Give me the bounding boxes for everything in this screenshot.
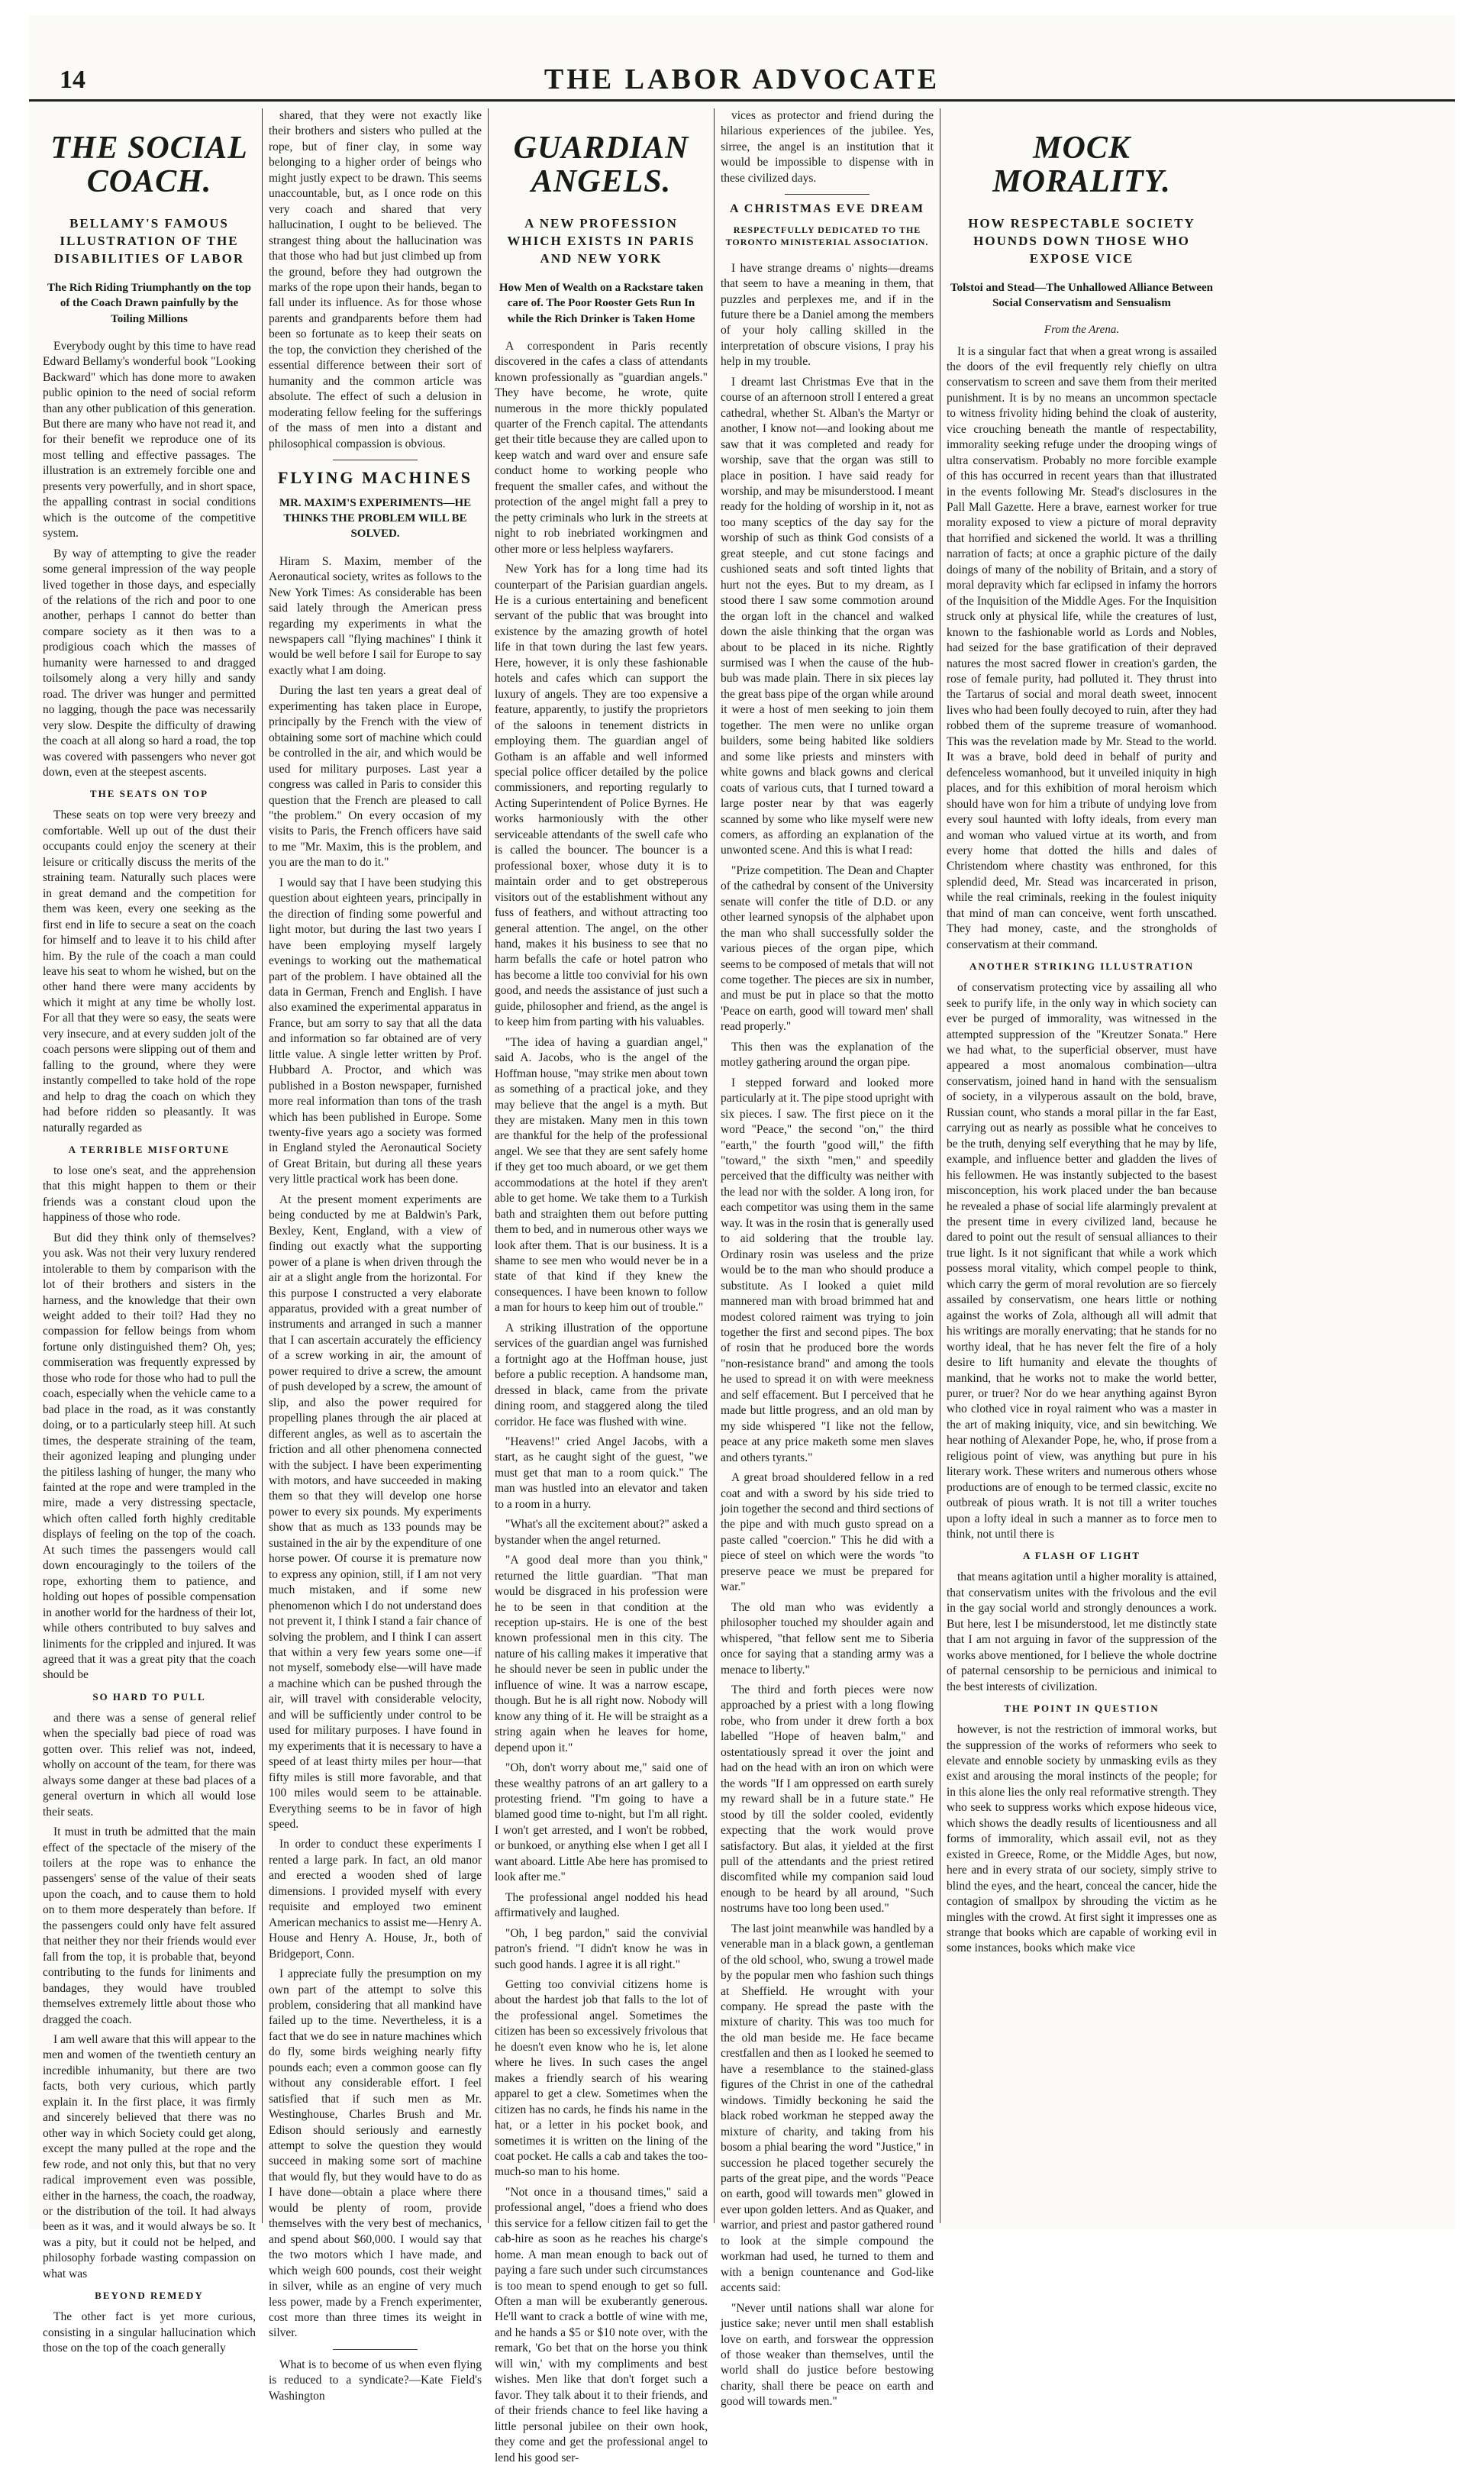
paragraph: "A good deal more than you think," returned the little guardian. "That man would be disgraced in his profession were he to be seen in that condition at the reception up-stairs. He is one of the best known professional men in this city. The nature of his calling makes it imperative that he should never be seen in public under the influence of wine. It was a narrow escape, though. But he is all right now. Nobody will know any thing of it. He will be straight as a string again when he leaves for home, depend upon it." <box>495 1554 708 1754</box>
paragraph: Getting too convivial citizens home is about the hardest job that falls to the lot of the professional angel. Sometimes the citizen has been so excessively frivolous that he doesn't even know who he is, let alone where he lives. In such cases the angel makes a friendly search of his wearing apparel to get a clew. Sometimes when the citizen has no cards, he finds his name in the hat, or a letter in his pocket book, and sometimes it is written on the lining of the coat pocket. He calls a cab and takes the too-much-so man to his home. <box>495 1977 708 2179</box>
paragraph: "Heavens!" cried Angel Jacobs, with a start, as he caught sight of the guest, "we must get that man to a room quick." The man was hustled into an elevator and taken to a room in a hurry. <box>495 1435 708 1511</box>
subhead: A TERRIBLE MISFORTUNE <box>68 1143 231 1155</box>
separator <box>333 2349 418 2350</box>
subhead: THE POINT IN QUESTION <box>1004 1703 1160 1715</box>
paragraph: Hiram S. Maxim, member of the Aeronautical society, writes as follows to the New York Times: As considerable has been said lately through the American press regarding my experiments in what the newspapers call "flying machines" I think it would be well before I sail for Europe to say exactly what I am doing. <box>269 554 482 677</box>
paragraph: The last joint meanwhile was handled by a venerable man in a black gown, a gentleman of the old school, who, swung a trowel made by the popular men who fashion such things at Sheffield. He wrought with your company. He spread the paste with the mixture of charity. This was too much for the old man beside me. He face became crestfallen and then as I looked he seemed to have a resemblance to the stained-glass figures of the Christ in one of the cathedral windows. Timidly beckoning he said the black robed workman he stepped away the mixture of charity, and taking from his bosom a phial bearing the word "Justice," in succession he placed together securely the parts of the great pipe, and the words "Peace on earth, good will towards men" glowed in ever upon golden letters. And as Quaker, and warrior, and priest and pastor gathered round to look at the simple compound the workman had used, he turned to them and with a benign countenance and God-like accents said: <box>721 1922 934 2295</box>
paragraph: I appreciate fully the presumption on my own part of the attempt to solve this problem, considering that all mankind have failed up to the time. Nevertheless, it is a fact that we do see in nature machines which do fly, some birds weighing nearly fifty pounds each; even a common goose can fly without any considerable effort. I feel satisfied that if such men as Mr. Westinghouse, Charles Brush and Mr. Edison should seriously and earnestly attempt to solve the question they would succeed in making some sort of machine that would fly, but they would have to do as I have done—obtain a place where there would be plenty of room, provide themselves with the very best of mechanics, and spend about $60,000. I would say that the two motors which I have made, and which weigh 600 pounds, cost their weight in silver, while as an engine of very much less power, made by a French experimenter, cost more than three times its weight in silver. <box>269 1967 482 2340</box>
paragraph: New York has for a long time had its counterpart of the Parisian guardian angels. He is a curious entertaining and beneficent servant of the public that was brought into existence by the amazing growth of hotel life in that town during the last few years. Here, however, it is only these fashionable hotels and cafes which can support the luxury of angels. They are too expensive a feature, apparently, to justify the proprietors of the saloons in tenement districts in employing them. The guardian angel of Gotham is an affable and well informed special police officer detailed by the police commissioners, and reporting regularly to Acting Superintendent of Police Byrnes. He works harmoniously with the other serviceable attendants of the swell cafe who is called the bouncer. The bouncer is a professional boxer, whose duty it is to maintain order and to get obstreperous visitors out of the establishment without any fuss of feathers, and without attracting too general attention. The angel, on the other hand, makes it his business to see that no harm befalls the cafe or hotel patron who has become a little too convivial for his own good, and needs the assistance of just such a guide, philosopher and friend, as the angel is to keep him from parting with his valuables. <box>495 563 708 1029</box>
paragraph: Everybody ought by this time to have read Edward Bellamy's wonderful book "Looking Backward" which has done more to awaken public opinion to the need of social reform than any other publication of this generation. But there are many who have not read it, and for their benefit we reproduce one of its most telling and effective passages. The illustration is an extremely forcible one and presents very powerfully, and in short space, the appalling contrast in social conditions which is the outcome of the competitive system. <box>43 339 256 541</box>
deck-flying-machines: MR. MAXIM'S EXPERIMENTS—HE THINKS THE PROBLEM WILL BE SOLVED. <box>279 496 472 541</box>
deck-mock-morality: HOW RESPECTABLE SOCIETY HOUNDS DOWN THOSE WHO EXPOSE VICE <box>968 216 1195 266</box>
column-5 <box>940 108 1223 2223</box>
paragraph: I would say that I have been studying this question about eighteen years, principally in the direction of finding some powerful and light motor, but during the last two years I have been employing myself largely evenings to working out the mathematical part of the problem. I have obtained all the data in German, French and English. I have also examined the experimental apparatus in France, but am sorry to say that all the data and information so far obtained are of very little value. A single letter written by Prof. Hubbard A. Proctor, and which was published in a Boston newspaper, furnished more real information than tons of the trash which has been published in Europe. Some twenty-five years ago a society was formed in England styled the Aeronautical Society of Great Britain, but during all these years very little practical work has been done. <box>269 876 482 1186</box>
deck-christmas-eve-dream: RESPECTFULLY DEDICATED TO THE TORONTO MINISTERIAL ASSOCIATION. <box>725 224 929 248</box>
paragraph: A striking illustration of the opportune services of the guardian angel was furnished a fortnight ago at the Hoffman house, just before a public reception. A handsome man, dressed in black, came from the private dining room, and staggered along the tiled corridor. He face was flushed with wine. <box>495 1321 708 1428</box>
subhead: SO HARD TO PULL <box>92 1690 206 1703</box>
paragraph: At the present moment experiments are being conducted by me at Baldwin's Park, Bexley, Kent, England, with a view of finding out exactly what the supporting power of a plane is when driven through the air at a slight angle from the horizontal. For this purpose I constructed a very elaborate apparatus, provided with a great number of instruments and arranged in such a manner that I can ascertain accurately the efficiency of a screw working in air, the amount of power required to drive a screw, the amount of push developed by a screw, the amount of slip, and also the power required for propelling planes through the air placed at different angles, as well as to ascertain the friction and all other phenomena connected with the subject. I have been experimenting with motors, and have succeeded in making them so that they will develop one horse power to every six pounds. My experiments show that as much as 133 pounds may be sustained in the air by the expenditure of one horse power. Of course it is premature now to express any opinion, still, if I am not very much mistaken, and if some new phenomenon which I do not understand does not prevent it, I think I stand a fair chance of solving the problem, and I think I can assert that within a very few years some one—if not myself, somebody else—will have made a machine which can be pushed through the air, will travel with considerable velocity, and will be sufficiently under control to be used for military purposes. I have found in my experiments that it is necessary to have a speed of at least thirty miles per hour—that fifty miles is still more favorable, and that 100 miles would seem to be attainable. Everything seems to be in favor of high speed. <box>269 1193 482 1831</box>
paragraph: By way of attempting to give the reader some general impression of the way people lived together in those days, and especially of the relations of the rich and poor to one another, perhaps I cannot do better than compare society as it then was to a prodigious coach which the masses of humanity were harnessed to and dragged toilsomely along a very hilly and sandy road. The driver was hunger and permitted no lagging, though the pace was necessarily very slow. Despite the difficulty of drawing the coach at all along so hard a road, the top was covered with passengers who never got down, even at the steepest ascents. <box>43 547 256 779</box>
paragraph: It is a singular fact that when a great wrong is assailed the doors of the evil frequently rely chiefly on ultra conservatism to screen and save them from their merited punishment. It is by no means an uncommon spectacle to witness frivolity hiding behind the cloak of austerity, vice crouching beneath the mantle of respectability, immorality seeking refuge under the drooping wings of ultra conservatism. Probably no more forcible example of this has occurred in recent years than that illustrated in the events following Mr. Stead's disclosures in the Pall Mall Gazette. Here a brave, earnest worker for true morality exposed to view a picture of moral depravity that horrified and sickened the world. It was a thrilling narration of facts; at once a graphic picture of the daily doings of many of the nobility of Britain, and a story of moral depravity which far eclipsed in infamy the horrors of the Inquisition of the Middle Ages. For the Inquisition struck only at physical life, while the creatures of lust, known to the fashionable world as Lords and Nobles, had seized for the base gratification of their depraved natures the most sacred flower in creation's garden, the rose of female purity, had polluted it. They thrust into the Tartarus of social and moral death sweet, innocent lives who had been foully decoyed to ruin, after they had robbed them of the supreme treasure of womanhood. This was the revelation made by Mr. Stead to the world. It was a brave, bold deed in behalf of purity and defenceless womanhood, but it unveiled iniquity in high places, and for this exhibition of moral heroism which should have won for him a tribute of undying love from every soul haunted with lofty ideals, from every man and woman who valued virtue at its worth, and from every home that dotted the hills and dales of Christendom where chastity was enthroned, for this splendid deed, Mr. Stead was incarcerated in prison, while the real criminals, reeking in the foulest iniquity that mind of man can conceive, went forth unscathed. They had money, caste, and the strongholds of conservatism at their command. <box>947 344 1217 951</box>
subdeck-social-coach: The Rich Riding Triumphantly on the top of the Coach Drawn painfully by the Toiling Millions <box>47 282 251 325</box>
paper-title: THE LABOR ADVOCATE <box>544 63 940 95</box>
paragraph: "What's all the excitement about?" asked a bystander when the angel returned. <box>495 1518 708 1547</box>
newspaper-page <box>29 15 1455 2464</box>
paragraph: vices as protector and friend during the hilarious experiences of the jubilee. Yes, sirree, the angel is an institution that it would be impossible to dispense with in these civilized days. <box>721 109 934 185</box>
paragraph: The professional angel nodded his head affirmatively and laughed. <box>495 1890 708 1920</box>
headline-guardian-angels: GUARDIAN ANGELS. <box>513 131 689 200</box>
paragraph: During the last ten years a great deal of experimenting has taken place in Europe, principally by the French with the view of obtaining some sort of machine which could be controlled in the air, and which would be used for military purposes. Last year a congress was called in Paris to consider this question that the French are pleased to call "the problem." On every occasion of my visits to Paris, the French officers have said to me "Mr. Maxim, this is the problem, and you are the man to do it." <box>269 684 482 870</box>
paragraph: "Oh, don't worry about me," said one of these wealthy patrons of an art gallery to a protesting friend. "I'm going to have a blamed good time to-night, but I'm all right. I won't get arrested, and I won't be robbed, or bunkoed, or anything else when I get all I want aboard. Little Abe here has promised to look after me." <box>495 1761 708 1884</box>
paragraph: that means agitation until a higher morality is attained, that conservatism unites with the frivolous and the evil in the gay social world and strongly denounces a work. But here, lest I be misunderstood, let me distinctly state that I am not arguing in favor of the suppression of the works above mentioned, for I believe the whole doctrine of paternal censorship to be pernicious and inimical to the best interests of civilization. <box>947 1570 1217 1693</box>
paragraph: to lose one's seat, and the apprehension that this might happen to them or their friends was a constant cloud upon the happiness of those who rode. <box>43 1164 256 1225</box>
paragraph: "Oh, I beg pardon," said the convivial patron's friend. "I didn't know he was in such good hands. I agree it is all right." <box>495 1926 708 1971</box>
paragraph: however, is not the restriction of immoral works, but the suppression of the works of reformers who seek to elevate and ennoble society by unmasking evils as they exist and arousing the moral instincts of the people; for in this alone lies the only real reformative strength. They who seek to suppress works which expose hideous vice, which shows the deadly results of licentiousness and all forms of immorality, which assail evil, not as they existed in Greece, Rome, or the Middle Ages, but now, here and in every strata of our society, simply strive to blind the eyes, and the heart, conceal the cancer, hide the contagion of smallpox by shrouding the victim as he mingles with the crowd. At first sight it impresses one as strange that books which are capable of working evil in some instances, books which make vice <box>947 1723 1217 1955</box>
column-3 <box>489 108 715 2464</box>
paragraph: A great broad shouldered fellow in a red coat and with a sword by his side tried to join together the second and third sections of the pipe and with much gusto spread on a paste called "coercion." This he did with a piece of steel on which were the words "to preserve peace we must be prepared for war." <box>721 1471 934 1594</box>
paragraph: I have strange dreams o' nights—dreams that seem to have a meaning in them, that puzzles and perplexes me, and if in the future there be a Daniel among the members of your holy calling skilled in the interpretation of obscure visions, I pray his help in my trouble. <box>721 261 934 369</box>
paragraph: I stepped forward and looked more particularly at it. The pipe stood upright with six pieces. I saw. The first piece on it the word "Peace," the second "on," the third "earth," the fourth "good will," the fifth "toward," the sixth "men," and speedily perceived that the difficulty was neither with the lead nor with the solder. A long iron, for each competitor was using them in the same way. It was in the rosin that is generally used to aid soldering that the trouble lay. Ordinary rosin was useless and the prize would be to the man who should produce a substitute. As I looked a quiet mild mannered man with broad brimmed hat and modest colored raiment was trying to join together the first and second pipes. The box of rosin that he produced bore the words "non-resistance brand" and among the tools he used to spread it on with were meekness and self effacement. But I perceived that he made but little progress, and an old man by my side whispered "I like not the fellow, peace at any price maketh some men slaves and others tyrants." <box>721 1076 934 1464</box>
separator <box>785 194 870 195</box>
paragraph: A correspondent in Paris recently discovered in the cafes a class of attendants known professionally as "guardian angels." They have become, he wrote, quite numerous in the more thickly populated quarter of the French capital. The attendants get their title because they are called upon to keep watch and ward over and ensure safe conduct home to working people who frequent the smaller cafes, and without the protection of the angel might fall a prey to the petty criminals who lurk in the streets at night to rob inebriated workingmen and other more or less helpless wayfarers. <box>495 339 708 556</box>
paragraph: The old man who was evidently a philosopher touched my shoulder again and whispered, "that fellow sent me to Siberia once for saying that a standing army was a menace to liberty." <box>721 1600 934 1677</box>
paragraph: The other fact is yet more curious, consisting in a singular hallucination which those on the top of the coach generally <box>43 2310 256 2355</box>
subdeck-guardian-angels: How Men of Wealth on a Rackstare taken care of. The Poor Rooster Gets Run In while the Rich Drinker is Taken Home <box>498 282 704 325</box>
deck-social-coach: BELLAMY'S FAMOUS ILLUSTRATION OF THE DISABILITIES OF LABOR <box>53 216 245 266</box>
paragraph: The third and forth pieces were now approached by a priest with a long flowing robe, who from under it drew forth a box labelled "Hope of heaven balm," and ostentatiously spread it over the joint and had on the head with an iron on which were the words "If I am oppressed on earth surely my reward shall be in a future state." He stood by till the solder cooled, evidently expecting that the work would prove satisfactory. But alas, it yielded at the first pull of the attendants and the priest retired discomfited while my companion said loud enough to be heard by all around, "Such nostrums have too long been used." <box>721 1683 934 1916</box>
paragraph: In order to conduct these experiments I rented a large park. In fact, an old manor and erected a wooden shed of large dimensions. I provided myself with every requisite and employed two eminent American mechanics to assist me—Henry A. House and Henry A. House, Jr., both of Bridgeport, Conn. <box>269 1838 482 1961</box>
paragraph: But did they think only of themselves? you ask. Was not their very luxury rendered intolerable to them by comparison with the lot of their brothers and sisters in the harness, and the knowledge that their own weight added to their toil? Had they no compassion for fellow beings from whom fortune only distinguished them? Oh, yes; commiseration was frequently expressed by those who rode for those who had to pull the coach, especially when the vehicle came to a bad place in the road, as it was constantly doing, or to a particularly steep hill. At such times, the desperate straining of the team, their agonized leaping and plunging under the pitiless lashing of hunger, the many who fainted at the rope and were trampled in the mire, made a very distressing spectacle, which often called forth highly creditable displays of feeling on the top of the coach. At such times the passengers would call down encouragingly to the toilers of the rope, exhorting them to patience, and holding out hopes of possible compensation in another world for the hardness of their lot, while others contributed to buy salves and liniments for the crippled and injured. It was agreed that it was a great pity that the coach should be <box>43 1231 256 1682</box>
paragraph: "The idea of having a guardian angel," said A. Jacobs, who is the angel of the Hoffman house, "may strike men about town as something of a practical joke, and they may believe that the angel is a myth. But they are mistaken. Many men in this town are thankful for the help of the professional angel. We see that they are sent safely home if they get too much aboard, or we get them accommodations at the hotel if they aren't able to get home. We take them to a Turkish bath and straighten them out before putting them to bed, and in numerous other ways we look after them. That is our business. It is a shame to see men who would never be in a state of that kind if they knew the consequences. I have been known to follow a man for hours to keep him out of trouble." <box>495 1035 708 1315</box>
paragraph: These seats on top were very breezy and comfortable. Well up out of the dust their occupants could enjoy the scenery at their leisure or critically discuss the merits of the straining team. Naturally such places were in great demand and the competition for them was keen, every one seeking as the first end in life to secure a seat on the coach for himself and to leave it to his child after him. By the rule of the coach a man could leave his seat to whom he wished, but on the other hand there were many accidents by which it might at any time be wholly lost. For all that they were so easy, the seats were very insecure, and at every sudden jolt of the coach persons were slipping out of them and falling to the ground, where they were instantly compelled to take hold of the rope and help to drag the coach on which they had before ridden so pleasantly. It was naturally regarded as <box>43 809 256 1135</box>
headline-christmas-eve-dream: A CHRISTMAS EVE DREAM <box>730 202 924 216</box>
paragraph: of conservatism protecting vice by assailing all who seek to purify life, in the only way in which society can ever be purged of immorality, was witnessed in the attempted suppression of the "Kreutzer Sonata." Here we had what, to the superficial observer, must have appeared a most anomalous combination—ultra conservatism, joined hand in hand with the sensualism of society, in a vilyperous assault on the bold, brave, Russian count, who stands a moral pillar in the far East, carrying out as nearly as possible what he conceives to be the truth, denying self everything that he may by life, example, and influence better and gladden the lives of his fellowmen. He was instantly subjected to the basest misconception, his work placed under the ban because he revealed a phase of social life alarmingly prevalent at the present time in every civilized land, because he dared to point out the result of sensual alliances to their true light. Is it not significant that while a work which possess moral vitality, which compel people to think, which carry the germ of moral revolution are so fiercely assailed by conservatism, one hears little or nothing against the works of Zola, although all will admit that his writings are morally enervating; that he stands for no worthy ideal, that he has never felt the fire of a holy desire to lift humanity and elevate the thoughts of mankind, that he works not to make the world better, purer, or truer? Nor do we hear anything against Byron who clothed vice in royal raiment who was a master in the art of making iniquity, vice, and sin bewitching. We hear nothing of Alexander Pope, he, who, if prose from a religious point of view, was anything but pure in his literary work. These writers and numerous others whose productions are of enough to be termed classic, excite no outbreak of pious wrath. It is not till a writer touches upon a lofty ideal in such a manner as to force men to think, not until there is <box>947 981 1217 1541</box>
paragraph: and there was a sense of general relief when the specially bad piece of road was gotten over. This relief was not, indeed, wholly on account of the team, for there was always some danger at these bad places of a general overturn in which all would lose their seats. <box>43 1711 256 1819</box>
paragraph: "Never until nations shall war alone for justice sake; never until men shall establish love on earth, and forswear the oppression of those weaker than themselves, until the world shall do justice before bestowing charity, shall there be peace on earth and good will towards men." <box>721 2301 934 2409</box>
paragraph: I am well aware that this will appear to the men and women of the twentieth century an incredible inhumanity, but there are two facts, both very curious, which partly explain it. In the first place, it was firmly and sincerely believed that there was no other way in which Society could get along, except the many pulled at the rope and the few rode, and not only this, but that no very radical improvement even was possible, either in the harness, the coach, the roadway, or the distribution of the toil. It had always been as it was, and it would always be so. It was a pity, but it could not be helped, and philosophy forbade wasting compassion on what was <box>43 2032 256 2280</box>
columns <box>37 108 1449 2464</box>
page-number: 14 <box>60 66 85 94</box>
closing-quip: What is to become of us when even flying is reduced to a syndicate?—Kate Field's Washington <box>269 2358 482 2403</box>
paragraph: shared, that they were not exactly like their brothers and sisters who pulled at the rope, but of finer clay, in some way belonging to a higher order of beings who might justly expect to be drawn. This seems unaccountable, but, as I once rode on this very coach and shared that very hallucination, I ought to be believed. The strangest thing about the hallucination was that those who had but just climbed up from the ground, before they had outgrown the marks of the rope upon their hands, began to fall under its influence. As for those whose parents and grandparents before them had been so fortunate as to keep their seats on the top, the conviction they cherished of the essential difference between their sort of humanity and the common article was absolute. The effect of such a delusion in moderating fellow feeling for the sufferings of the mass of men into a distant and philosophical compassion is obvious. <box>269 109 482 450</box>
headline-social-coach: THE SOCIAL COACH. <box>50 131 248 200</box>
paragraph: "Prize competition. The Dean and Chapter of the cathedral by consent of the University senate will confer the title of D.D. or any other learned synopsis of the alphabet upon the man who shall successfully solder the various pieces of the organ pipe, which seems to be composed of metals that will not come together. The pieces are six in number, and must be put in place so that the motto 'Peace on earth, good will toward men' shall read properly." <box>721 863 934 1034</box>
headline-mock-morality: MOCK MORALITY. <box>992 131 1171 200</box>
byline: From the Arena. <box>1044 323 1120 336</box>
deck-guardian-angels: A NEW PROFESSION WHICH EXISTS IN PARIS AND NEW YORK <box>507 216 695 266</box>
subdeck-mock-morality: Tolstoi and Stead—The Unhallowed Alliance Between Social Conservatism and Sensualism <box>950 282 1214 310</box>
subhead: BEYOND REMEDY <box>95 2290 204 2302</box>
column-4 <box>715 108 940 2409</box>
paragraph: This then was the explanation of the motley gathering around the organ pipe. <box>721 1040 934 1070</box>
subhead: THE SEATS ON TOP <box>89 788 209 800</box>
column-2 <box>263 108 489 2403</box>
column-1 <box>37 108 263 2355</box>
paragraph: "Not once in a thousand times," said a professional angel, "does a friend who does this service for a fellow citizen fail to get the cab-hire as soon as he reaches his charge's home. A man mean enough to back out of paying a fare such under such circumstances is too mean to spend enough to get so full. Often a man will be exuberantly generous. He'll want to crack a bottle of wine with me, and he hands a $5 or $10 note over, with the remark, 'Go bet that on the horse you think will win,' with my compliments and best wishes. Men like that don't forget such a favor. They talk about it to their friends, and of their friends chance to feel like having a little personal jubilee on their own hook, they come and get the professional angel to lend his good ser- <box>495 2185 708 2464</box>
subhead: A FLASH OF LIGHT <box>1023 1550 1140 1562</box>
paragraph: I dreamt last Christmas Eve that in the course of an afternoon stroll I entered a great cathedral, whether St. Alban's the Martyr or another, I know not—and looking about me saw that it was completed and ready for worship, save that the organ was still to place in position. I have said ready for worship, and may be misunderstood. I meant ready for the holding of worship in it, not as too many sceptics of the day say for the worship of such as think God consists of a great steeple, and cut stone facings and cushioned seats and soft tinted lights that hurt not the eyes. But to my dream, as I stood there I saw some commotion around the organ loft in the chancel and walked down the aisle thinking that the organ was about to be placed in its niche. Rightly surmised was I when the cause of the hub-bub was made plain. There in six pieces lay the great bass pipe of the organ while around it were a host of men seeking to join them together. The men were no unlike organ builders, some being habited like soldiers and some like priests and minsters with white gowns and black gowns and clerical coats of various cuts, that I turned toward a large poster near by that was eagerly scanned by some who like myself were new comers, as affording an explanation of the unwonted scene. And this is what I read: <box>721 375 934 857</box>
headline-flying-machines: FLYING MACHINES <box>277 467 473 487</box>
paragraph: It must in truth be admitted that the main effect of the spectacle of the misery of the toilers at the rope was to enhance the passengers' sense of the value of their seats upon the coach, and to cause them to hold on to them more desperately than before. If the passengers could only have felt assured that neither they nor their friends would ever fall from the top, it is probable that, beyond contributing to the funds for liniments and bandages, they would have troubled themselves extremely little about those who dragged the coach. <box>43 1825 256 2026</box>
subhead: ANOTHER STRIKING ILLUSTRATION <box>969 960 1194 973</box>
masthead <box>29 15 1455 102</box>
